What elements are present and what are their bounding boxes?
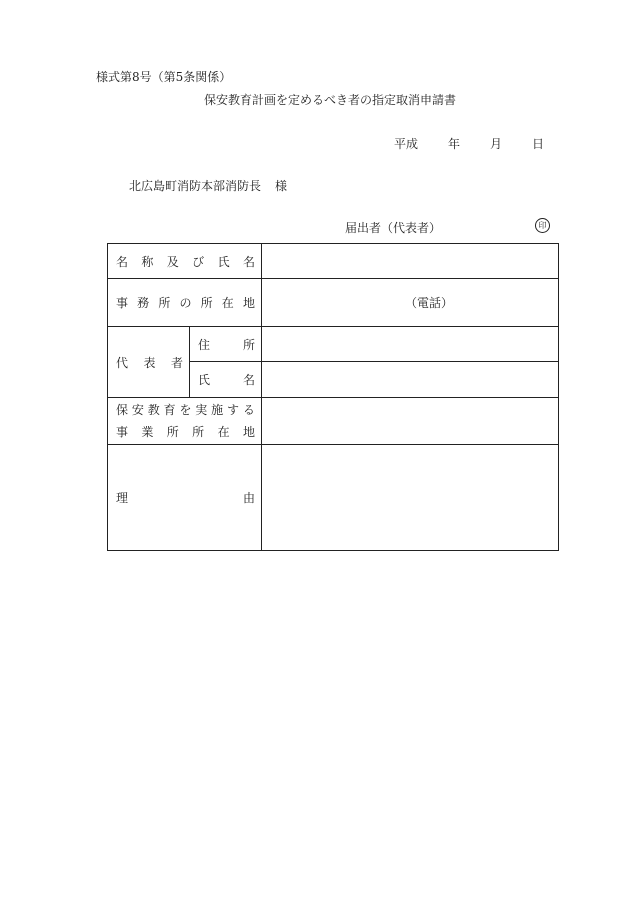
rep-name-value-field[interactable]	[262, 362, 559, 398]
rep-name-label-cell	[190, 362, 262, 398]
rep-address-label: 住 所	[198, 337, 255, 352]
table-row-office	[108, 279, 559, 327]
reason-label	[108, 489, 261, 506]
reason-label-right: 由	[242, 491, 255, 505]
name-label-cell	[108, 244, 262, 279]
addressee	[129, 177, 287, 194]
applicant-label: 届出者（代表者）	[345, 221, 442, 235]
rep-address-value-field[interactable]	[262, 327, 559, 362]
form-title: 保安教育計画を定めるべき者の指定取消申請書	[203, 93, 456, 107]
name-label: 名 称 及 び 氏 名	[116, 254, 255, 269]
office-label: 事 務 所 の 所 在 地	[116, 296, 255, 310]
addressee-name: 北広島町消防本部消防長	[129, 179, 262, 193]
date-day: 日	[531, 137, 544, 151]
reason-label-cell	[108, 445, 262, 551]
rep-address-label-cell	[190, 327, 262, 362]
site-label-line1: 保 安 教 育 を 実 施 す る	[116, 403, 255, 417]
table-row-name	[108, 244, 559, 279]
office-value-field[interactable]	[262, 279, 559, 327]
site-label-cell	[108, 398, 262, 445]
application-form-table	[107, 243, 559, 551]
site-value-field[interactable]	[262, 398, 559, 445]
site-label-line2: 事 業 所 所 在 地	[116, 425, 255, 439]
rep-name-label: 氏 名	[198, 373, 255, 387]
reason-value-field[interactable]	[262, 445, 559, 551]
table-row-reason	[108, 445, 559, 551]
rep-label-cell	[108, 327, 190, 398]
form-number: 様式第8号（第5条関係）	[96, 70, 232, 84]
office-label-cell	[108, 279, 262, 327]
date-month: 月	[489, 137, 502, 151]
date-year: 年	[447, 137, 460, 151]
rep-label: 代 表 者	[116, 355, 183, 370]
date-line	[394, 135, 544, 152]
table-row-site	[108, 398, 559, 445]
seal-mark: 印	[535, 218, 550, 233]
addressee-honorific: 様	[275, 179, 288, 193]
phone-label: （電話）	[404, 296, 453, 310]
name-value-field[interactable]	[262, 244, 559, 279]
reason-label-left: 理	[116, 491, 129, 505]
table-row-rep-address	[108, 327, 559, 362]
date-era: 平成	[393, 137, 418, 151]
